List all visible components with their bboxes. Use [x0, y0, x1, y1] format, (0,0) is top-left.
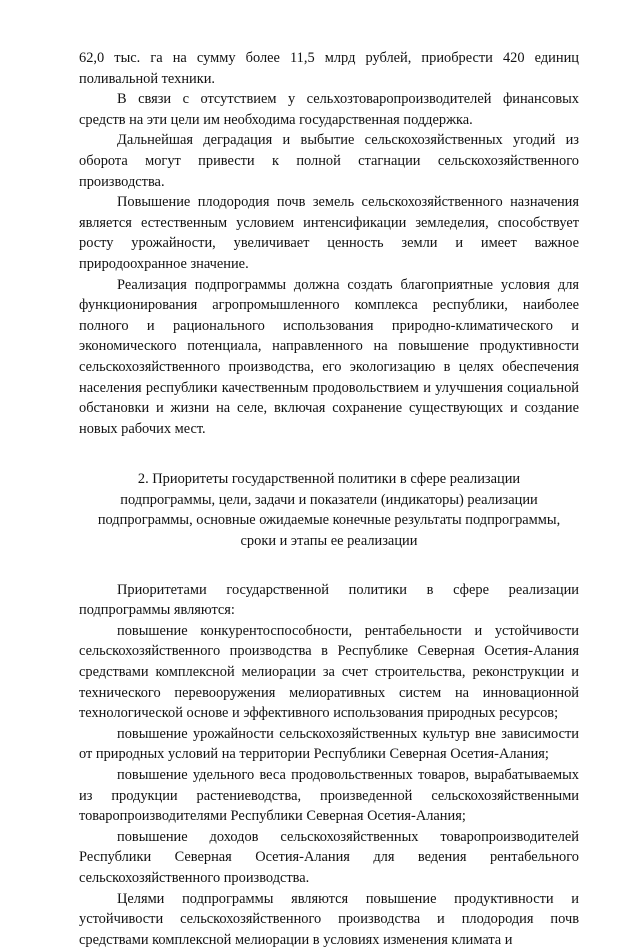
paragraph-continuation: 62,0 тыс. га на сумму более 11,5 млрд рублей, приобрести 420 единиц поливальной техники.	[79, 50, 579, 87]
paragraph-implementation: Реализация подпрограммы должна создать благоприятные условия для функционирования агропромышленного комплекса республики, наиболее полного и рационального использования природно-климатического и экономического потенциала, направленного на повышение продуктивности сельскохозяйственного производства, его экологизацию в целях обеспечения населения республики качественным продовольствием и улучшения социальной обстановки и жизни на селе, включая сохранение существующих и создание новых рабочих мест.	[79, 276, 579, 437]
section-heading: 2. Приоритеты государственной политики в сфере реализации подпрограммы, цели, задачи и показатели (индикаторы) реализации подпрограммы, основные ожидаемые конечные результаты подпрограммы, сроки и этапы ее реализации	[97, 471, 561, 550]
paragraph-priority-income: повышение доходов сельскохозяйственных товаропроизводителей Республики Северная Осетия-Алания для ведения рентабельного сельскохозяйственного производства.	[79, 828, 579, 886]
paragraph-soil-fertility: Повышение плодородия почв земель сельскохозяйственного назначения является естественным условием интенсификации земледелия, способствует росту урожайности, увеличивает ценность земли и имеет важное природоохранное значение.	[79, 194, 579, 272]
document-page	[79, 48, 579, 950]
paragraph-degradation: Дальнейшая деградация и выбытие сельскохозяйственных угодий из оборота могут привести к полной стагнации сельскохозяйственного производства.	[79, 132, 579, 190]
paragraph-priorities-intro: Приоритетами государственной политики в сфере реализации подпрограммы являются:	[79, 581, 579, 619]
paragraph-priority-yield: повышение урожайности сельскохозяйственных культур вне зависимости от природных условий на территории Республики Северная Осетия-Алания;	[79, 725, 579, 763]
paragraph-priority-competitiveness: повышение конкурентоспособности, рентабельности и устойчивости сельскохозяйственного производства в Республике Северная Осетия-Алания средствами комплексной мелиорации за счет строительства, реконструкции и технического перевооружения мелиоративных систем на инновационной технологической основе и эффективного использования природных ресурсов;	[79, 622, 579, 722]
paragraph-priority-food-share: повышение удельного веса продовольственных товаров, вырабатываемых из продукции растениеводства, произведенной сельскохозяйственными товаропроизводителями Республики Северная Осетия-Алания;	[79, 767, 579, 825]
paragraph-goals: Целями подпрограммы являются повышение продуктивности и устойчивости сельскохозяйственного производства и плодородия почв средствами комплексной мелиорации в условиях изменения климата и	[79, 890, 579, 948]
paragraph-financial-support: В связи с отсутствием у сельхозтоваропроизводителей финансовых средств на эти цели им необходима государственная поддержка.	[79, 91, 579, 128]
